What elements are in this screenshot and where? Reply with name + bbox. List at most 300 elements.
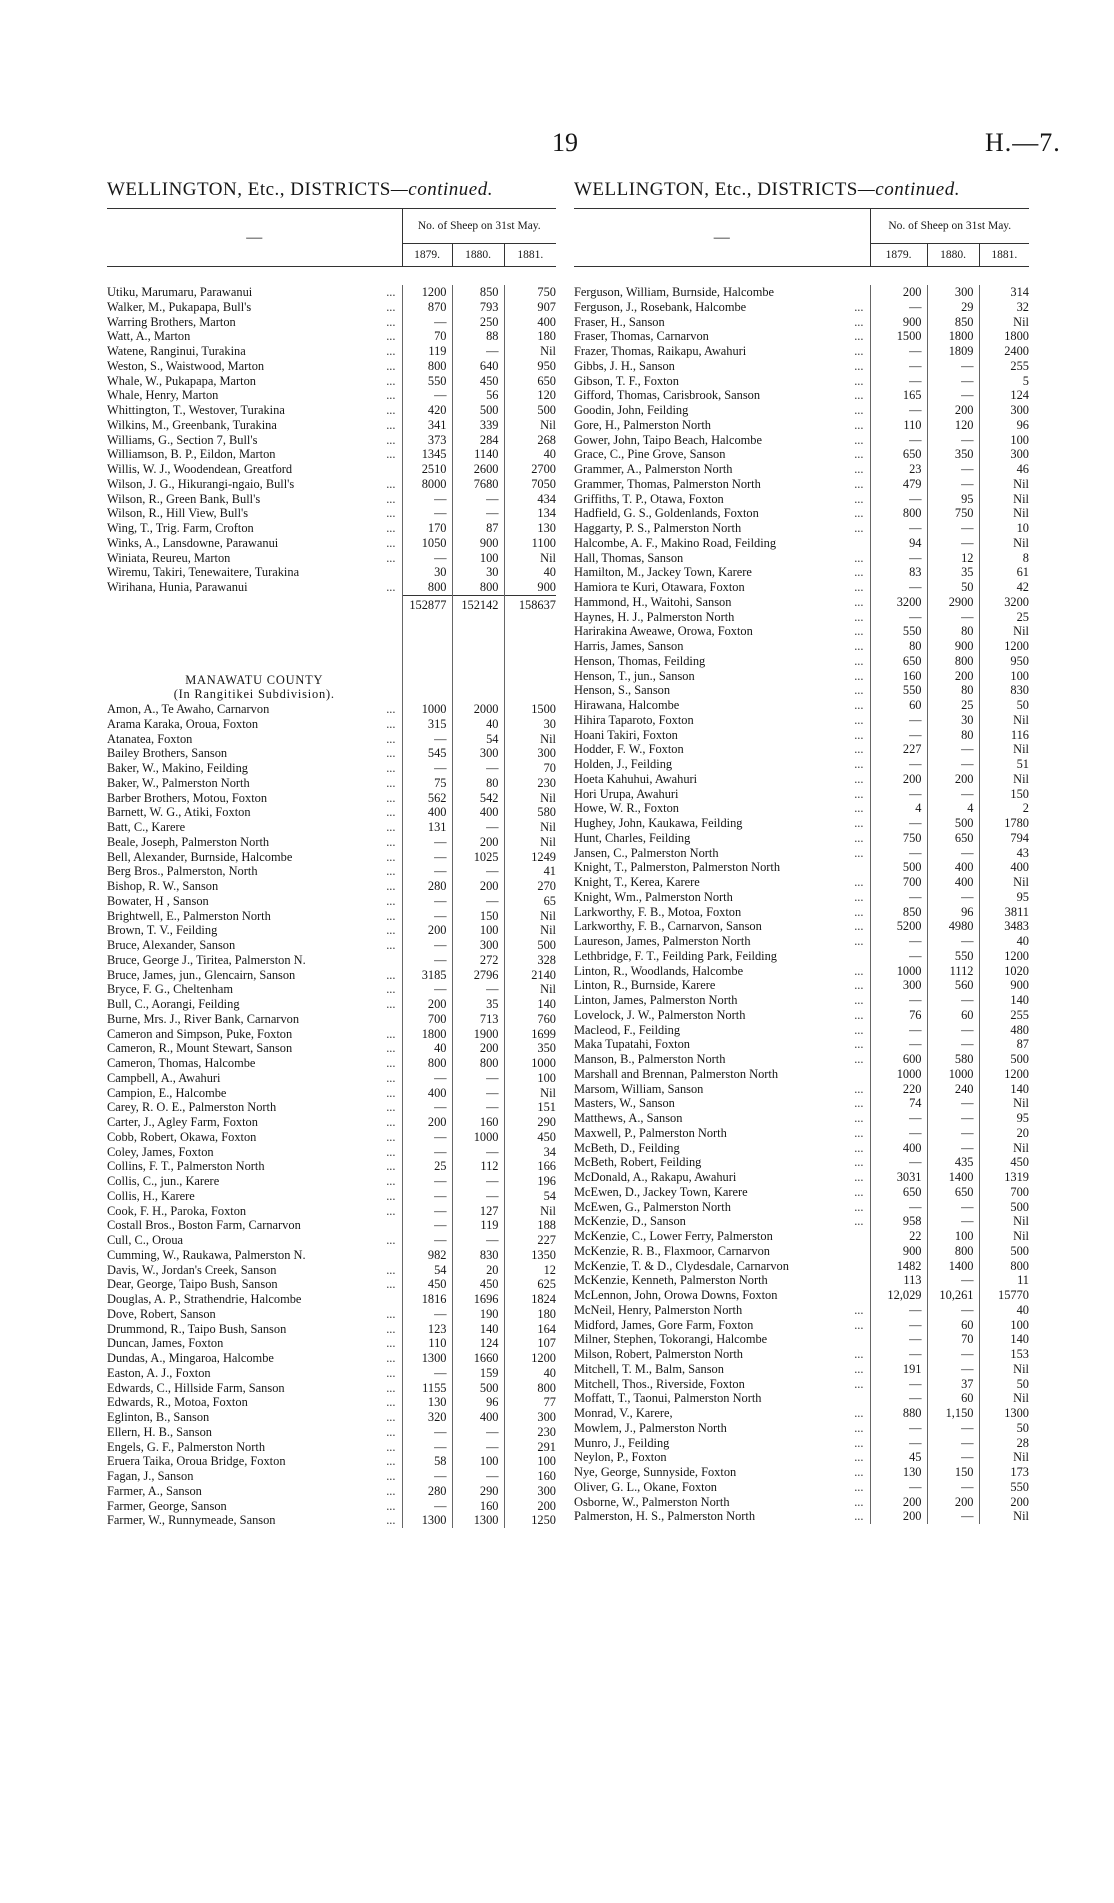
holder-name-cell: [107, 433, 402, 448]
sheep-1879: —: [402, 551, 452, 566]
leader-dots: ...: [854, 388, 864, 403]
sheep-1881: 2700: [504, 462, 556, 477]
table-row: [574, 1229, 1029, 1244]
sheep-1881: 140: [979, 993, 1029, 1008]
table-row: [574, 1362, 1029, 1377]
sheep-1879: 25: [402, 1159, 452, 1174]
sheep-1879: —: [402, 506, 452, 521]
sheep-1880: 300: [927, 285, 979, 300]
holder-name: Manson, B., Palmerston North: [574, 1052, 726, 1066]
holder-name: Goodin, John, Feilding: [574, 403, 689, 417]
table-row: [107, 1159, 556, 1174]
sheep-1881: 3200: [979, 595, 1029, 610]
sheep-1881: 227: [504, 1233, 556, 1248]
holder-name-cell: [107, 923, 402, 938]
sheep-1879: 1155: [402, 1381, 452, 1396]
leader-dots: ...: [386, 1336, 396, 1351]
holder-name: Hihira Taparoto, Foxton: [574, 712, 694, 727]
right-column: [574, 178, 1029, 1524]
sheep-1880: —: [927, 536, 979, 551]
sheep-1881: 140: [979, 1332, 1029, 1347]
leader-dots: ...: [386, 982, 396, 997]
sheep-1880: —: [927, 757, 979, 772]
holder-name: Winiata, Reureu, Marton: [107, 550, 231, 565]
holder-name: McKenzie, D., Sanson: [574, 1214, 686, 1229]
table-row: [574, 595, 1029, 610]
holder-name: Hall, Thomas, Sanson: [574, 550, 684, 565]
holder-name: Wiremu, Takiri, Tenewaitere, Turakina: [107, 565, 300, 580]
sheep-1881: 1200: [979, 639, 1029, 654]
sheep-1880: 1809: [927, 344, 979, 359]
sheep-1879: 119: [402, 344, 452, 359]
sheep-1879: 650: [870, 447, 927, 462]
leader-dots: ...: [386, 580, 396, 595]
sheep-1880: 96: [452, 1395, 504, 1410]
sheep-1880: —: [927, 890, 979, 905]
holder-name: Bishop, R. W., Sanson: [107, 879, 219, 893]
table-row: [107, 938, 556, 953]
holder-name-cell: [107, 521, 402, 536]
holder-name-cell: [107, 359, 402, 374]
holder-name: Bruce, Alexander, Sanson: [107, 938, 236, 952]
table-row: [574, 1008, 1029, 1023]
table-row: [107, 403, 556, 418]
sheep-1879: —: [402, 1469, 452, 1484]
table-row: [574, 978, 1029, 993]
holder-name-cell: [574, 1185, 870, 1200]
holder-name-cell: [107, 746, 402, 761]
leader-dots: ...: [854, 1479, 864, 1494]
table-row: [107, 1071, 556, 1086]
holder-name-cell: [574, 1037, 870, 1052]
sheep-1879: —: [402, 1233, 452, 1248]
table-row: [107, 1322, 556, 1337]
sheep-1881: 40: [504, 565, 556, 580]
sheep-1880: 120: [927, 418, 979, 433]
table-row: [107, 1174, 556, 1189]
table-row: [574, 1067, 1029, 1082]
leader-dots: ...: [854, 934, 864, 948]
table-row: [574, 713, 1029, 728]
leader-dots: ...: [854, 462, 864, 476]
table-row: [107, 1218, 556, 1233]
sheep-1881: Nil: [979, 1229, 1029, 1244]
sheep-1881: 25: [979, 610, 1029, 625]
sheep-1880: 150: [452, 909, 504, 924]
sheep-1879: 1300: [402, 1351, 452, 1366]
sheep-1881: 625: [504, 1277, 556, 1292]
sheep-1881: 160: [504, 1469, 556, 1484]
sheep-1881: 1000: [504, 1056, 556, 1071]
leader-dots: ...: [386, 476, 396, 491]
leader-dots: ...: [386, 403, 396, 417]
leader-dots: ...: [386, 1056, 396, 1070]
holder-name: Hammond, H., Waitohi, Sanson: [574, 594, 732, 609]
table-row: [574, 801, 1029, 816]
holder-name: Nye, George, Sunnyside, Foxton: [574, 1465, 737, 1479]
sheep-1880: —: [452, 1086, 504, 1101]
sheep-1880: 100: [452, 551, 504, 566]
table-row: [107, 953, 556, 968]
holder-name-cell: [574, 1421, 870, 1436]
sheep-1879: 700: [402, 1012, 452, 1027]
holder-name-cell: [574, 993, 870, 1008]
sheep-1879: —: [870, 610, 927, 625]
sheep-1880: 1112: [927, 964, 979, 979]
table-row: [107, 1381, 556, 1396]
holder-name: Arama Karaka, Oroua, Foxton: [107, 716, 259, 731]
sheep-1881: 70: [504, 761, 556, 776]
holder-name-cell: [107, 1425, 402, 1440]
table-row: [574, 934, 1029, 949]
sheep-1879: —: [870, 1480, 927, 1495]
sheep-1879: 800: [402, 580, 452, 595]
sheep-1879: 123: [402, 1322, 452, 1337]
holder-name-cell: [574, 1377, 870, 1392]
holder-name: Milson, Robert, Palmerston North: [574, 1347, 743, 1361]
sheep-1880: 60: [927, 1318, 979, 1333]
sheep-1880: 80: [927, 683, 979, 698]
sheep-1880: 400: [452, 805, 504, 820]
table-row: [574, 1288, 1029, 1303]
leader-dots: ...: [854, 417, 864, 432]
holder-name-cell: [574, 1170, 870, 1185]
sheep-1880: —: [452, 344, 504, 359]
holder-name-cell: [107, 1086, 402, 1101]
sheep-1881: 1500: [504, 702, 556, 717]
leader-dots: ...: [386, 1483, 396, 1498]
sheep-1880: 1660: [452, 1351, 504, 1366]
sheep-1881: 650: [504, 374, 556, 389]
leader-dots: ...: [854, 963, 864, 978]
table-row: [574, 1377, 1029, 1392]
sheep-1879: —: [402, 761, 452, 776]
holder-name: Whale, Henry, Marton: [107, 388, 219, 403]
table-row: [574, 728, 1029, 743]
leader-dots: ...: [386, 329, 396, 344]
sheep-1880: 435: [927, 1155, 979, 1170]
table-row: [107, 359, 556, 374]
sheep-1880: —: [927, 1023, 979, 1038]
holder-name-cell: [107, 285, 402, 300]
sheep-1881: Nil: [504, 344, 556, 359]
holder-name: McBeth, D., Feilding: [574, 1140, 680, 1155]
county-heading: MANAWATU COUNTY: [185, 672, 324, 687]
holder-name: Mitchell, Thos., Riverside, Foxton: [574, 1376, 745, 1391]
sheep-1881: 300: [504, 746, 556, 761]
sheep-1881: Nil: [504, 835, 556, 850]
holder-name: Watene, Ranginui, Turakina: [107, 344, 246, 358]
sheep-1879: 450: [402, 1277, 452, 1292]
holder-name: Brightwell, E., Palmerston North: [107, 908, 271, 923]
sheep-1879: —: [402, 1499, 452, 1514]
sheep-1880: 50: [927, 580, 979, 595]
table-row: [107, 580, 556, 595]
table-row: [574, 447, 1029, 462]
leader-dots: ...: [854, 299, 864, 314]
holder-name-cell: [107, 315, 402, 330]
holder-name: Baker, W., Makino, Feilding: [107, 761, 248, 775]
holder-name: Mitchell, T. M., Balm, Sanson: [574, 1361, 724, 1376]
leader-dots: ...: [386, 1380, 396, 1395]
sheep-1879: —: [870, 728, 927, 743]
leader-dots: ...: [386, 1498, 396, 1513]
leader-dots: ...: [854, 653, 864, 668]
holder-name: Palmerston, H. S., Palmerston North: [574, 1509, 756, 1524]
leader-dots: ...: [386, 775, 396, 790]
holder-name: Bruce, James, jun., Glencairn, Sanson: [107, 967, 296, 982]
leader-dots: ...: [386, 1351, 396, 1365]
holder-name-cell: [574, 1362, 870, 1377]
leader-dots: ...: [386, 417, 396, 432]
sheep-1880: 1400: [927, 1170, 979, 1185]
table-row: [107, 315, 556, 330]
leader-dots: ...: [854, 1184, 864, 1199]
table-row: [574, 300, 1029, 315]
holder-name-cell: [574, 787, 870, 802]
sheep-1879: 45: [870, 1450, 927, 1465]
holder-name-cell: [107, 982, 402, 997]
sheep-1879: 550: [870, 683, 927, 698]
holder-name: Farmer, A., Sanson: [107, 1483, 202, 1498]
sheep-1881: 300: [504, 1410, 556, 1425]
sheep-1879: —: [870, 757, 927, 772]
sheep-1879: —: [870, 374, 927, 389]
table-row: [574, 860, 1029, 875]
sheep-1879: 60: [870, 698, 927, 713]
sheep-1880: 160: [452, 1499, 504, 1514]
sheep-1881: 7050: [504, 477, 556, 492]
sheep-1881: 10: [979, 521, 1029, 536]
table-row: [574, 1200, 1029, 1215]
holder-name: Wirihana, Hunia, Parawanui: [107, 580, 248, 595]
sheep-1879: 300: [870, 978, 927, 993]
leader-dots: ...: [386, 550, 396, 565]
leader-dots: ...: [854, 1140, 864, 1155]
holder-name-cell: [107, 717, 402, 732]
sheep-1879: 650: [870, 654, 927, 669]
sheep-1880: 140: [452, 1322, 504, 1337]
sheep-1879: 2510: [402, 462, 452, 477]
table-row: [574, 403, 1029, 418]
sheep-1880: 300: [452, 938, 504, 953]
sheep-1880: 29: [927, 300, 979, 315]
table-row: [107, 1027, 556, 1042]
leader-dots: ...: [386, 432, 396, 447]
table-row: [574, 462, 1029, 477]
holder-name-cell: [107, 462, 402, 477]
leader-dots: ...: [386, 1424, 396, 1439]
sheep-1880: —: [452, 1440, 504, 1455]
sheep-1879: 3031: [870, 1170, 927, 1185]
holder-name: Douglas, A. P., Strathendrie, Halcombe: [107, 1292, 302, 1306]
sheep-1881: 350: [504, 1041, 556, 1056]
holder-name-cell: [574, 1008, 870, 1023]
leader-dots: ...: [386, 1454, 396, 1469]
holder-name: Weston, S., Waistwood, Marton: [107, 358, 265, 373]
sheep-1880: 160: [452, 1115, 504, 1130]
sheep-1881: 900: [979, 978, 1029, 993]
holder-name-cell: [574, 418, 870, 433]
leader-dots: ...: [854, 889, 864, 904]
sheep-1881: Nil: [979, 315, 1029, 330]
sheep-1881: 30: [504, 717, 556, 732]
holder-name-cell: [574, 772, 870, 787]
sheep-1880: 640: [452, 359, 504, 374]
table-row: [574, 1303, 1029, 1318]
holder-name-cell: [574, 1450, 870, 1465]
holder-name-cell: [107, 403, 402, 418]
sheep-1880: —: [927, 1111, 979, 1126]
holder-name: Grace, C., Pine Grove, Sanson: [574, 447, 726, 462]
leader-dots: ...: [386, 1439, 396, 1454]
holder-name: Hughey, John, Kaukawa, Feilding: [574, 816, 743, 830]
table-row: [574, 964, 1029, 979]
leader-dots: ...: [386, 864, 396, 879]
holder-name: Winks, A., Lansdowne, Parawanui: [107, 535, 279, 550]
holder-name: Carey, R. O. E., Palmerston North: [107, 1100, 277, 1115]
sheep-1880: 284: [452, 433, 504, 448]
leader-dots: ...: [854, 1435, 864, 1450]
sheep-1881: 116: [979, 728, 1029, 743]
leader-dots: ...: [386, 1306, 396, 1321]
table-row: [107, 761, 556, 776]
holder-name-cell: [574, 1067, 870, 1082]
table-row: [107, 1277, 556, 1292]
sheep-1879: 170: [402, 521, 452, 536]
holder-name: Wilson, R., Green Bank, Bull's: [107, 491, 261, 506]
sheep-1879: —: [870, 993, 927, 1008]
holder-name: Ferguson, J., Rosebank, Halcombe: [574, 299, 747, 314]
sheep-1879: 94: [870, 536, 927, 551]
table-row: [107, 388, 556, 403]
table-row: [107, 820, 556, 835]
table-row: [574, 1509, 1029, 1524]
sheep-1881: 140: [979, 1082, 1029, 1097]
table-row: [574, 1450, 1029, 1465]
sheep-1879: —: [870, 934, 927, 949]
holder-name: Linton, James, Palmerston North: [574, 993, 738, 1007]
table-row: [574, 772, 1029, 787]
leader-dots: ...: [854, 1199, 864, 1214]
sheep-1880: —: [927, 1480, 979, 1495]
leader-dots: ...: [386, 1085, 396, 1100]
leader-dots: ...: [854, 565, 864, 580]
sheep-1880: 70: [927, 1332, 979, 1347]
sheep-1879: 8000: [402, 477, 452, 492]
table-row: [107, 1041, 556, 1056]
sheep-1879: 1200: [402, 285, 452, 300]
table-row: [574, 1273, 1029, 1288]
holder-name-cell: [107, 1381, 402, 1396]
sheep-1881: 34: [504, 1145, 556, 1160]
holder-name: Holden, J., Feilding: [574, 757, 673, 771]
holder-name: Howe, W. R., Foxton: [574, 801, 679, 816]
holder-name-cell: [574, 639, 870, 654]
table-row: [107, 968, 556, 983]
sheep-1881: 255: [979, 1008, 1029, 1023]
holder-name: Eruera Taika, Oroua Bridge, Foxton: [107, 1454, 286, 1469]
holder-name: Hoeta Kahuhui, Awahuri: [574, 771, 698, 786]
sheep-1879: 220: [870, 1082, 927, 1097]
table-row: [107, 1395, 556, 1410]
sheep-1880: —: [927, 462, 979, 477]
sheep-1880: —: [452, 1100, 504, 1115]
sheep-1881: 50: [979, 1377, 1029, 1392]
table-row: [107, 1292, 556, 1307]
sheep-1880: —: [452, 1145, 504, 1160]
sheep-1880: —: [452, 492, 504, 507]
sheep-1881: 164: [504, 1322, 556, 1337]
holder-name: Haggarty, P. S., Palmerston North: [574, 521, 742, 535]
holder-name: Wilson, J. G., Hikurangi-ngaio, Bull's: [107, 476, 295, 491]
sheep-1881: 1200: [979, 1067, 1029, 1082]
sheep-1880: 20: [452, 1263, 504, 1278]
holder-name: Edwards, R., Motoa, Foxton: [107, 1395, 248, 1410]
sheep-1879: 4: [870, 801, 927, 816]
table-row: [107, 1100, 556, 1115]
table-row: [574, 993, 1029, 1008]
sheep-1880: —: [452, 1189, 504, 1204]
leader-dots: ...: [854, 1494, 864, 1509]
holder-name: Gower, John, Taipo Beach, Halcombe: [574, 432, 763, 447]
table-row: [574, 1082, 1029, 1097]
left-title-text: WELLINGTON, Etc., DISTRICTS: [107, 179, 391, 200]
sheep-1880: 650: [927, 1185, 979, 1200]
sheep-1880: —: [452, 982, 504, 997]
sheep-1881: 65: [504, 894, 556, 909]
sheep-1880: 1000: [452, 1130, 504, 1145]
holder-name-cell: [107, 388, 402, 403]
table-row: [107, 1484, 556, 1499]
sheep-1880: 4980: [927, 919, 979, 934]
sheep-1880: —: [927, 1421, 979, 1436]
sheep-1879: —: [402, 938, 452, 953]
left-title-suffix: —continued.: [390, 179, 493, 200]
leader-dots: ...: [854, 1420, 864, 1435]
sheep-1880: 4: [927, 801, 979, 816]
sheep-1881: Nil: [979, 1362, 1029, 1377]
sheep-1881: 151: [504, 1100, 556, 1115]
holder-name: Campbell, A., Awahuri: [107, 1070, 221, 1085]
holder-name: Marsom, William, Sanson: [574, 1081, 704, 1096]
sheep-1880: 650: [927, 831, 979, 846]
sheep-1880: 400: [927, 860, 979, 875]
sheep-1880: —: [927, 1303, 979, 1318]
sheep-1880: 150: [927, 1465, 979, 1480]
sheep-1880: 100: [452, 1454, 504, 1469]
sheep-1881: 180: [504, 1307, 556, 1322]
sheep-1881: 2: [979, 801, 1029, 816]
sheep-1880: —: [927, 388, 979, 403]
leader-dots: ...: [854, 1155, 864, 1170]
holder-name-cell: [574, 1436, 870, 1451]
holder-name-cell: [107, 1027, 402, 1042]
holder-name-cell: [574, 610, 870, 625]
sheep-1879: 83: [870, 565, 927, 580]
sheep-1879: —: [402, 982, 452, 997]
table-row: [107, 1454, 556, 1469]
sheep-1879: 130: [870, 1465, 927, 1480]
table-row: [574, 344, 1029, 359]
sheep-1881: 2400: [979, 344, 1029, 359]
sheep-1879: 165: [870, 388, 927, 403]
holder-name-cell: [107, 864, 402, 879]
table-row: [107, 1204, 556, 1219]
sheep-1879: —: [402, 732, 452, 747]
table-row: [107, 1056, 556, 1071]
holder-name-cell: [574, 1155, 870, 1170]
